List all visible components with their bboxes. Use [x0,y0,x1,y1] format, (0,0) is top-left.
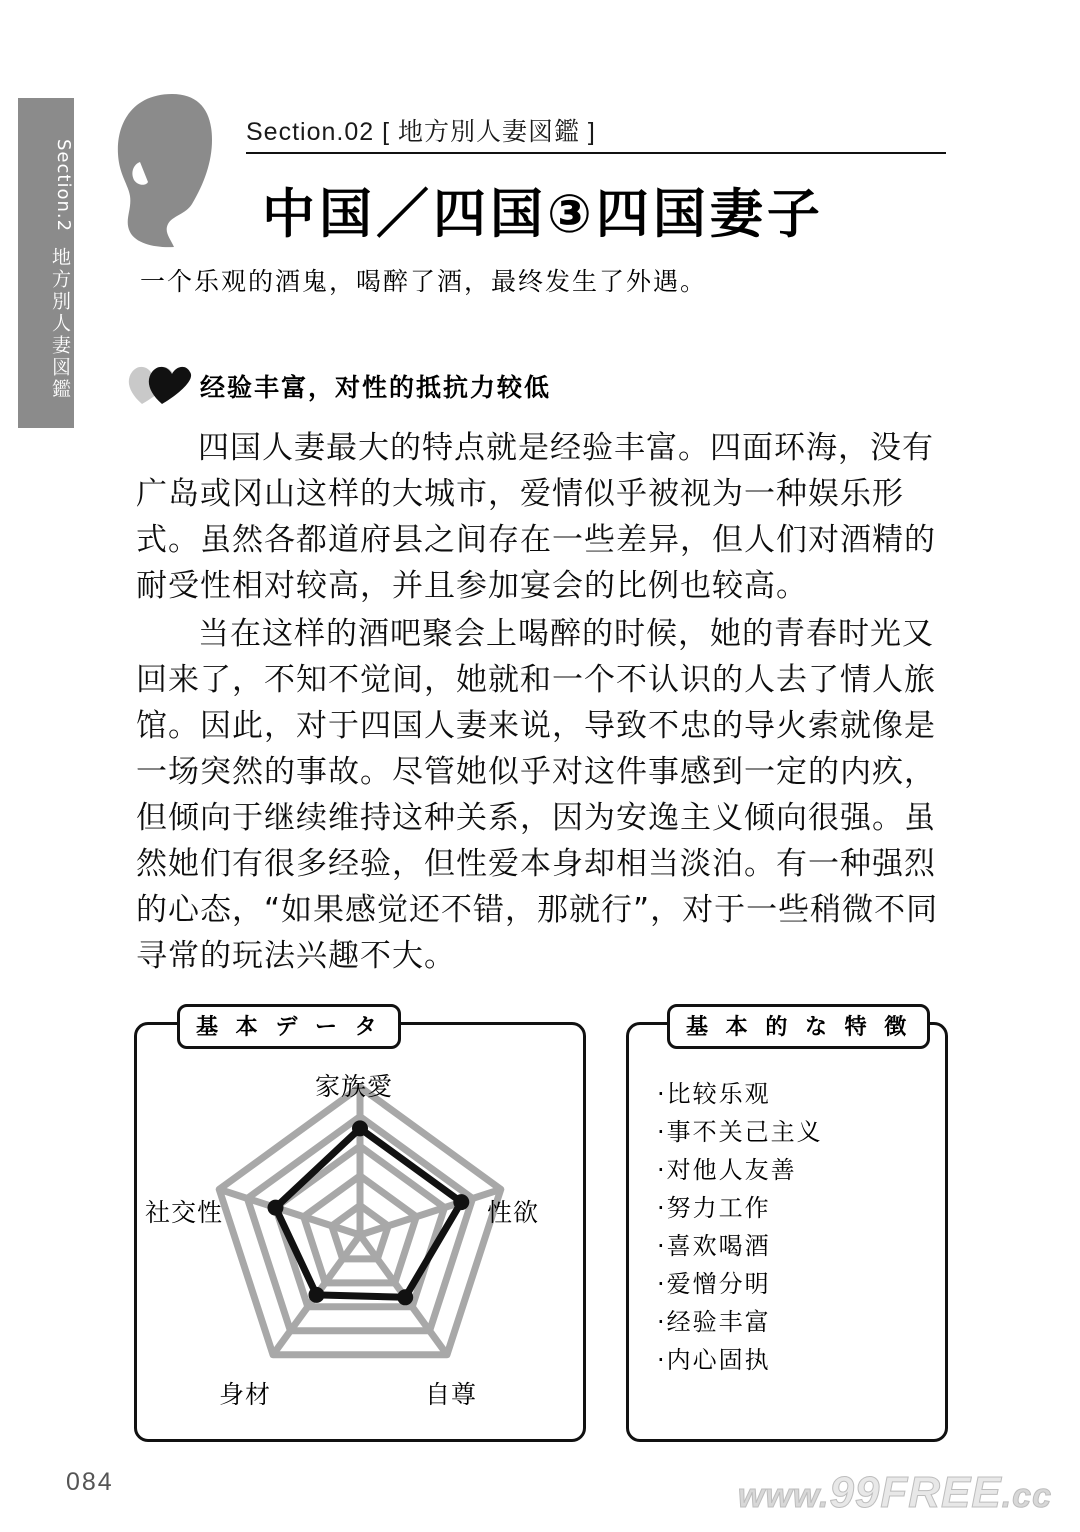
basic-data-panel [134,1015,586,1442]
basic-data-panel-title: 基 本 デ ー タ [177,1004,401,1049]
radar-label-3: 身材 [219,1380,272,1409]
page-subtitle: 一个乐观的酒鬼，喝醉了酒，最终发生了外遇。 [140,267,708,296]
header-rule [246,152,946,154]
watermark-main: 99FREE [829,1468,1002,1517]
body-paragraph-1: 四国人妻最大的特点就是经验丰富。四面环海，没有广岛或冈山这样的大城市，爱情似乎被视为一种娱乐形式。虽然各都道府县之间存在一些差异，但人们对酒精的耐受性相对较高，并且参加宴会的比例也较高。 [136,430,936,604]
watermark [738,1468,1052,1518]
list-item: · 经验丰富 [657,1303,823,1341]
radar-label-1: 性欲 [487,1198,540,1227]
side-tab [18,98,74,428]
page-number: 084 [66,1468,114,1496]
list-item: · 内心固执 [657,1341,823,1379]
radar-label-0: 家族愛 [315,1072,394,1101]
watermark-prefix: www. [737,1477,830,1515]
list-item: · 对他人友善 [657,1151,823,1189]
heart-icon [126,360,192,406]
list-item: · 比较乐观 [657,1075,823,1113]
list-item: · 努力工作 [657,1189,823,1227]
basic-traits-panel [626,1015,948,1442]
body-text [136,425,956,981]
body-paragraph-2: 当在这样的酒吧聚会上喝醉的时候，她的青春时光又回来了，不知不觉间，她就和一个不认识的人去了情人旅馆。因此，对于四国人妻来说，导致不忠的导火索就像是一场突然的事故。尽管她似乎对这件事感到一定的内疚，但倾向于继续维持这种关系，因为安逸主义倾向很强。虽然她们有很多经验，但性爱本身却相当淡泊。有一种强烈的心态，“如果感觉还不错，那就行”，对于一些稍微不同寻常的玩法兴趣不大。 [136,616,939,974]
woman-head-silhouette-icon [112,92,232,257]
radar-label-2: 自尊 [425,1380,478,1409]
radar-label-4: 社交性 [145,1198,224,1227]
side-tab-label: 地方別人妻図鑑 [49,246,71,401]
list-item: · 爱憎分明 [657,1265,823,1303]
traits-list [657,1075,823,1379]
section-label: Section.02 [ 地方別人妻図鑑 ] [246,118,596,146]
side-tab-section: Section.2 [53,139,74,233]
section-heading: 经验丰富，对性的抵抗力较低 [200,373,552,402]
list-item: · 喜欢喝酒 [657,1227,823,1265]
list-item: · 事不关己主义 [657,1113,823,1151]
watermark-suffix: .cc [1001,1477,1052,1515]
basic-traits-panel-title: 基 本 的 な 特 徴 [667,1004,930,1049]
page-title: 中国／四国③四国妻子 [262,184,824,245]
